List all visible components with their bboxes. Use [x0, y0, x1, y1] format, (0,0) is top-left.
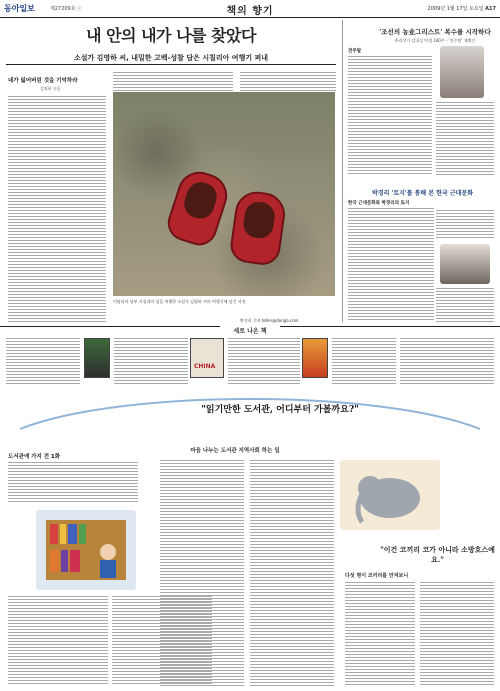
elephant-illustration: [340, 460, 440, 530]
sidebar-heading-2: 박경리 '토지'를 통해 본 한국 근대문화: [372, 190, 474, 197]
sidebar-body-1: [348, 56, 432, 176]
lower-quote: "읽기만한 도서관, 어디부터 가볼까요?": [201, 405, 359, 415]
lead-subhead: 소설가 김영하 씨, 내밀한 고백-성찰 담은 시칠리아 여행기 펴내: [73, 54, 269, 62]
lead-book-title: 네가 잃어버린 것을 기억하라: [8, 78, 78, 84]
rec-text-3: [228, 338, 300, 384]
lower-body-6: [345, 582, 415, 686]
elephant-drawing: [340, 460, 440, 530]
lower-body-5: [250, 460, 334, 686]
lead-author: 김영하 지음: [40, 86, 61, 91]
section-title: 책의 향기: [226, 6, 274, 17]
recommend-label: 새로 나온 책: [220, 326, 280, 335]
rec-text-4: [332, 338, 396, 384]
book-cover-1: [84, 338, 110, 378]
lower-quote-2: "이건 코끼리 코가 아니라 소방호스예요.": [380, 545, 495, 564]
bookshelf-illustration: [36, 510, 136, 590]
lower-body-4: [160, 460, 244, 686]
rec-text-5: [400, 338, 494, 384]
lead-photo: [113, 92, 335, 296]
rec-text-1: [6, 338, 80, 384]
cover-text: CHINA: [194, 363, 216, 370]
sidebar-body-2: [436, 102, 494, 176]
lead-headline: 내 안의 내가 나를 찾았다: [86, 26, 256, 45]
issue-number: 제27209호 ⓒ: [50, 6, 83, 12]
lead-body-column-3-top: [113, 72, 233, 92]
lower-body-2: [8, 596, 108, 686]
sidebar-label-1: 전주탑: [348, 49, 362, 54]
portrait-2: [440, 244, 490, 284]
masthead: [0, 0, 500, 18]
lower-body-7: [420, 582, 494, 686]
illustration-bookshelf: [36, 510, 136, 590]
lead-byline-email: 박선희 기자 teller@donga.com: [240, 318, 299, 323]
photo-caption: 이탈리아 남부 시칠리아 섬을 여행한 소설가 김영하 씨의 여행기에 담긴 사진.: [113, 299, 247, 304]
lead-body-column-2-top: [240, 72, 336, 92]
sidebar-subheadline: 추리작가 김내성 탄생 100주 - '진주탑' 재출간: [394, 38, 476, 43]
sidebar-label-2: 한국 근대문화와 박경리의 토지: [348, 201, 410, 206]
author-portrait: [440, 46, 484, 98]
book-cover-2: [190, 338, 224, 378]
sidebar-headline: '조선의 농业그리스트' 복수를 시작하다: [379, 28, 491, 36]
sidebar-body-4: [436, 210, 494, 240]
lead-body-column-1: [8, 96, 106, 322]
dateline: 2009년 1월 17일 토요일 A17: [427, 6, 496, 12]
lower-body-1: [8, 462, 138, 502]
rec-text-2: [114, 338, 188, 384]
sidebar-body-5: [436, 288, 494, 322]
sidebar-body-3: [348, 208, 434, 322]
book-cover-3: [302, 338, 328, 378]
divider: [6, 64, 336, 65]
column-divider: [342, 20, 343, 322]
lower-headline: 마음 나누는 도서관 지역사회 하는 일: [190, 448, 280, 454]
newspaper-logo: 동아일보: [4, 3, 35, 13]
lower-book-title: 도서관에 가지 전 1화: [8, 454, 61, 460]
lower-box-heading: 다섯 명이 코끼리를 만져보니: [345, 573, 409, 579]
